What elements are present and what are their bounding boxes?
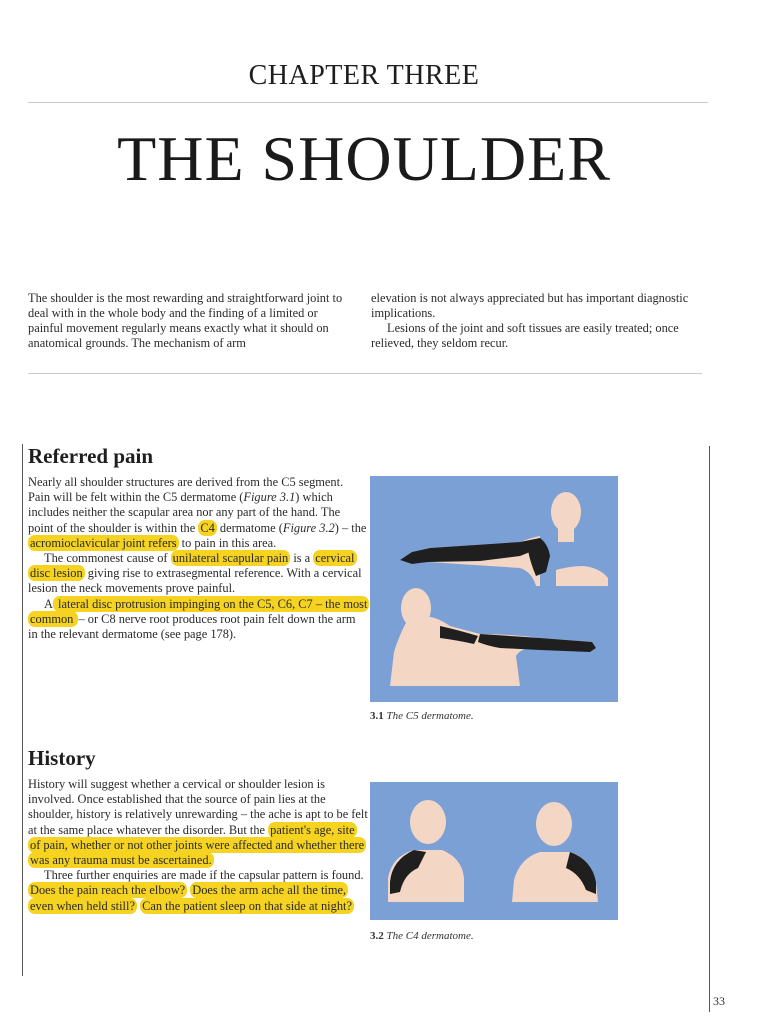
header-rule (28, 102, 708, 103)
figure-3-2-caption (370, 930, 474, 942)
figure-3-1-caption (370, 710, 474, 722)
text-run: to pain in this area. (178, 535, 277, 550)
highlight: patient's age, site of pain, whether or not other joints were affected and whether there was any trauma must be ascertained. (30, 822, 365, 868)
text-run: ) which includes neither the scapular area nor any part of the hand. The point of the shoulder is within the (28, 490, 341, 535)
referred-pain-paragraph-2 (28, 551, 368, 597)
figure-3-1-caption-text: The C5 dermatome. (386, 710, 474, 722)
text-run: – or C8 nerve root produces root pain felt down the arm in the relevant dermatome (see page 178). (28, 611, 356, 642)
history-paragraph-1 (28, 777, 368, 868)
right-margin-rule (709, 446, 710, 1012)
c4-dermatome-illustration (370, 782, 618, 920)
figure-reference-3-2: Figure 3.2 (282, 520, 335, 535)
section-heading-history: History (28, 746, 96, 770)
highlight: C4 (200, 520, 215, 535)
section-heading-referred-pain: Referred pain (28, 444, 154, 468)
intro-right-column (371, 291, 701, 351)
figure-c4-dermatome (370, 782, 618, 920)
page-title: THE SHOULDER (117, 123, 611, 194)
text-run: ) – the (334, 520, 367, 535)
figure-reference-3-1: Figure 3.1 (243, 490, 296, 505)
text-run: giving rise to extrasegmental reference. With a cervical lesion the neck movements prove painful. (28, 566, 362, 596)
history-paragraph-2 (28, 868, 368, 914)
text-run: History will suggest whether a cervical or shoulder lesion is involved. Once established that the source of pain lies at the shoulder, history is relatively unrewarding – the ache is apt to be felt at the same place whatever the disorder. But the (28, 777, 368, 837)
text-run: dermatome ( (216, 520, 283, 535)
highlight: Can the patient sleep on that side at night? (142, 898, 352, 913)
page-number: 33 (713, 994, 725, 1008)
referred-pain-paragraph-1 (28, 475, 368, 551)
intro-rule (28, 373, 702, 374)
text-run: A (44, 596, 53, 611)
referred-pain-paragraph-3 (28, 597, 368, 643)
intro-left-paragraph: The shoulder is the most rewarding and straightforward joint to deal with in the whole body and the finding of a limited or painful movement regularly means exactly what it should on anatomical grounds. The mechanism of arm (28, 291, 343, 350)
intro-left-column (28, 291, 353, 351)
c5-dermatome-illustration (370, 476, 618, 702)
figure-c5-dermatome (370, 476, 618, 702)
text-run: Nearly all shoulder structures are derived from the C5 segment. Pain will be felt within the C5 dermatome ( (28, 475, 344, 505)
referred-pain-text (28, 475, 368, 642)
text-run: Three further enquiries are made if the capsular pattern is found. (44, 868, 364, 883)
chapter-label: CHAPTER THREE (248, 60, 480, 91)
intro-right-paragraph-1: elevation is not always appreciated but has important diagnostic implications. (371, 291, 689, 320)
intro-right-paragraph-2: Lesions of the joint and soft tissues are easily treated; once relieved, they seldom recur. (371, 321, 679, 350)
figure-3-2-caption-text: The C4 dermatome. (386, 930, 474, 942)
history-text (28, 777, 368, 914)
highlight: Does the arm ache all the time, even when held still? (30, 883, 347, 913)
highlight: unilateral scapular pain (172, 551, 289, 566)
figure-3-1-number: 3.1 (370, 710, 384, 722)
highlight: acromioclavicular joint refers (30, 535, 177, 550)
highlight: cervical disc lesion (30, 551, 355, 581)
text-run: is a (290, 551, 314, 566)
highlight: lateral disc protrusion impinging on the C5, C6, C7 – the most common (30, 596, 368, 626)
highlight: Does the pain reach the elbow? (30, 883, 186, 898)
left-margin-rule (22, 444, 23, 976)
figure-3-2-number: 3.2 (370, 930, 384, 942)
text-run: The commonest cause of (44, 551, 171, 566)
